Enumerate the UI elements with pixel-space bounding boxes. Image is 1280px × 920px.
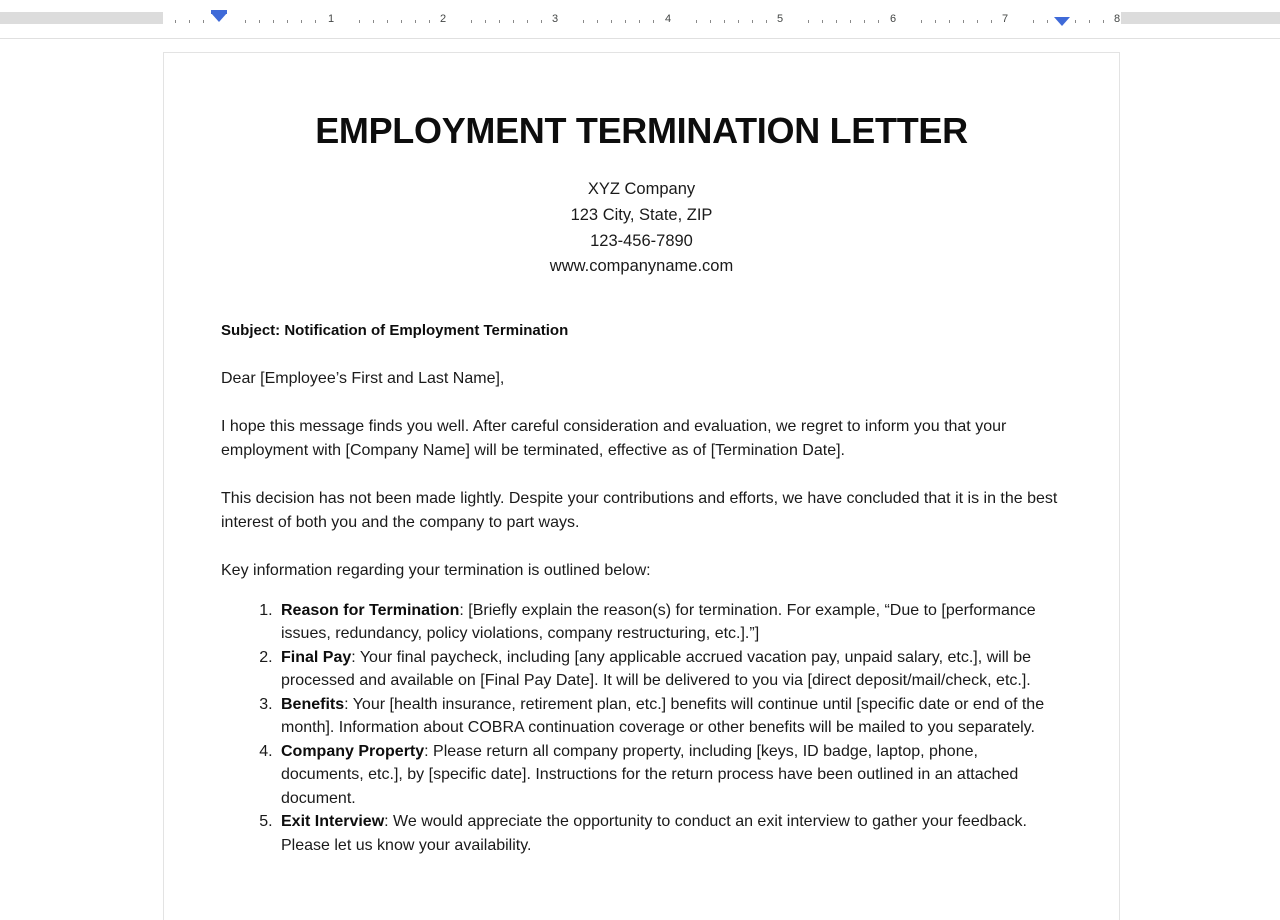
ruler-number-2: 2 — [439, 13, 447, 25]
ruler-tick — [921, 20, 922, 23]
right-indent-marker-icon[interactable] — [1054, 17, 1070, 26]
ruler-tick — [315, 20, 316, 23]
letter-paragraph-1: I hope this message finds you well. After careful consideration and evaluation, we regret to inform you that your employment with [Company Name] will be terminated, effective as of [Termination Date]. — [221, 418, 1007, 459]
ruler-tick — [639, 20, 640, 23]
ruler-tick — [752, 20, 753, 23]
ruler-tick — [373, 20, 374, 23]
ruler-tick — [401, 20, 402, 23]
ruler-tick — [387, 20, 388, 23]
ruler-tick — [1047, 20, 1048, 23]
list-item-label: Company Property — [281, 742, 425, 760]
ruler-number-1: 1 — [327, 13, 335, 25]
list-item-text: : Your [health insurance, retirement plan, etc.] benefits will continue until [specific date or end of the month]. Information about COBRA continuation coverage or other benefits will be mailed to you separately. — [281, 695, 1045, 737]
ruler-tick — [189, 20, 190, 23]
ruler-tick — [724, 20, 725, 23]
ruler-number-labels — [0, 13, 1280, 33]
document-page[interactable] — [163, 52, 1120, 920]
ruler-tick — [878, 20, 879, 23]
list-item-text: : Your final paycheck, including [any applicable accrued vacation pay, unpaid salary, etc.], will be processed and available on [Final Pay Date]. It will be delivered to you via [direct deposit/mail/check, etc.]. — [281, 648, 1032, 690]
ruler-tick — [301, 20, 302, 23]
ruler-tick — [949, 20, 950, 23]
ruler-tick — [1075, 20, 1076, 23]
ruler-tick — [611, 20, 612, 23]
ruler-tick — [203, 20, 204, 23]
ruler-number-6: 6 — [889, 13, 897, 25]
ruler-tick — [513, 20, 514, 23]
list-item-text: : [Briefly explain the reason(s) for termination. For example, “Due to [performance issues, redundancy, policy violations, company restructuring, etc.].”] — [281, 601, 1036, 643]
letter-subject: Subject: Notification of Employment Termination — [221, 321, 569, 339]
ruler-tick — [738, 20, 739, 23]
ruler-tick — [808, 20, 809, 23]
ruler-tick — [175, 20, 176, 23]
ruler-tick — [991, 20, 992, 23]
page-title: EMPLOYMENT TERMINATION LETTER — [315, 110, 968, 151]
ruler-tick — [963, 20, 964, 23]
list-item — [277, 599, 1062, 646]
company-name: XYZ Company — [587, 180, 696, 199]
ruler-number-5: 5 — [776, 13, 784, 25]
company-phone: 123-456-7890 — [590, 231, 693, 250]
ruler-tick — [935, 20, 936, 23]
ruler-tick — [822, 20, 823, 23]
ruler-number-4: 4 — [664, 13, 672, 25]
list-item — [277, 693, 1062, 740]
ruler-tick — [485, 20, 486, 23]
ruler-tick — [527, 20, 528, 23]
page-content[interactable] — [164, 53, 1119, 857]
letter-paragraph-3: Key information regarding your termination is outlined below: — [221, 562, 651, 580]
ruler-tick — [710, 20, 711, 23]
list-item-label: Benefits — [281, 695, 345, 713]
ruler-tick — [359, 20, 360, 23]
list-item-label: Final Pay — [281, 648, 352, 666]
list-item-label: Reason for Termination — [281, 601, 460, 619]
left-indent-marker-icon[interactable] — [211, 13, 227, 22]
letter-salutation: Dear [Employee’s First and Last Name], — [221, 369, 505, 387]
ruler-tick — [541, 20, 542, 23]
ruler-tick — [429, 20, 430, 23]
document-canvas[interactable] — [0, 39, 1280, 920]
ruler-tick — [625, 20, 626, 23]
ruler-tick — [977, 20, 978, 23]
ruler-tick — [583, 20, 584, 23]
ruler-tick — [1033, 20, 1034, 23]
ruler-tick — [696, 20, 697, 23]
ruler-tick — [766, 20, 767, 23]
ruler-tick — [1103, 20, 1104, 23]
list-item-label: Exit Interview — [281, 813, 385, 831]
ruler-number-8: 8 — [1113, 13, 1121, 25]
ruler-tick — [836, 20, 837, 23]
ruler-tick — [471, 20, 472, 23]
ruler-strip[interactable] — [0, 0, 1280, 36]
document-ruler[interactable] — [0, 0, 1280, 39]
key-information-list — [221, 599, 1062, 858]
ruler-tick — [864, 20, 865, 23]
ruler-number-3: 3 — [551, 13, 559, 25]
ruler-tick — [415, 20, 416, 23]
ruler-tick — [259, 20, 260, 23]
company-address: 123 City, State, ZIP — [570, 205, 713, 224]
ruler-tick — [850, 20, 851, 23]
ruler-tick — [499, 20, 500, 23]
ruler-tick — [245, 20, 246, 23]
list-item — [277, 810, 1062, 857]
list-item-text: : We would appreciate the opportunity to conduct an exit interview to gather your feedback. Please let us know your availability. — [281, 813, 1027, 854]
ruler-tick — [273, 20, 274, 23]
ruler-tick — [653, 20, 654, 23]
ruler-number-7: 7 — [1001, 13, 1009, 25]
ruler-tick — [1089, 20, 1090, 23]
ruler-tick — [597, 20, 598, 23]
letter-paragraph-2: This decision has not been made lightly. Despite your contributions and efforts, we have concluded that it is in the best interest of both you and the company to part ways. — [221, 490, 1058, 531]
list-item — [277, 646, 1062, 693]
list-item-text: : Please return all company property, including [keys, ID badge, laptop, phone, documents, etc.], by [specific date]. Instructions for the return process have been outlined in an attached document. — [281, 742, 1019, 807]
company-website: www.companyname.com — [549, 257, 734, 276]
list-item — [277, 740, 1062, 811]
ruler-tick — [287, 20, 288, 23]
